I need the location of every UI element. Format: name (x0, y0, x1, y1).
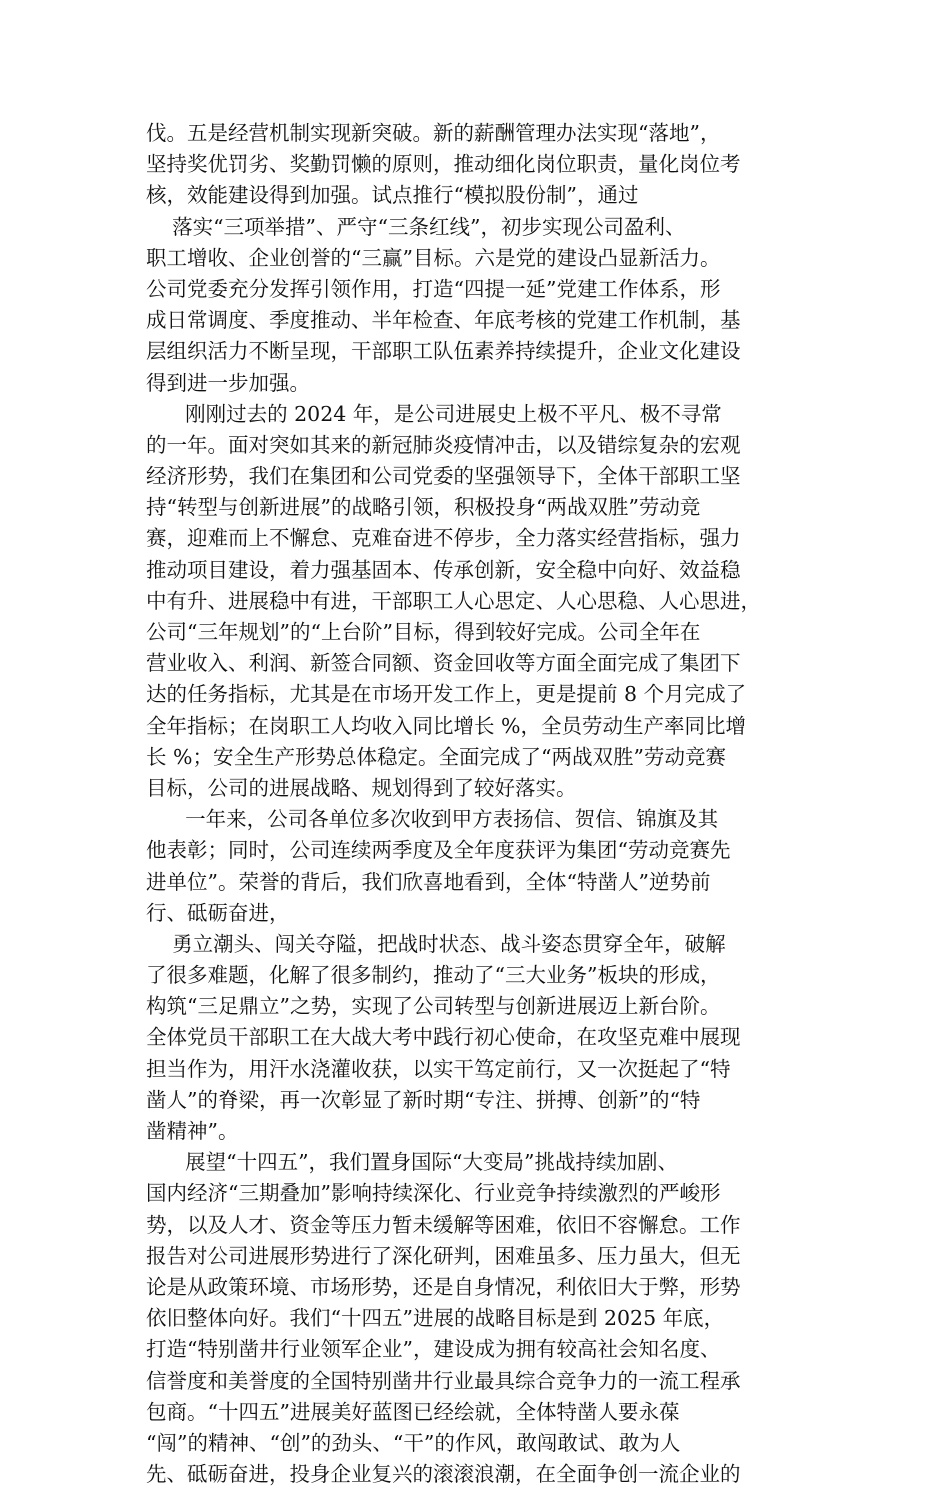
text-line: 的一年。面对突如其来的新冠肺炎疫情冲击，以及错综复杂的宏观 (146, 432, 741, 457)
text-line: 坚持奖优罚劣、奖勤罚懒的原则，推动细化岗位职责，量化岗位考 (146, 152, 741, 177)
text-line: 全年指标；在岗职工人均收入同比增长 %，全员劳动生产率同比增 (146, 713, 746, 738)
text-line: 达的任务指标，尤其是在市场开发工作上，更是提前 8 个月完成了 (146, 682, 747, 707)
text-line: 勇立潮头、闯关夺隘，把战时状态、战斗姿态贯穿全年，破解 (146, 931, 726, 956)
text-line: 公司“三年规划”的“上台阶”目标，得到较好完成。公司全年在 (146, 620, 701, 644)
text-line: 推动项目建设，着力强基固本、传承创新，安全稳中向好、效益稳 (146, 557, 741, 582)
text-line: 了很多难题，化解了很多制约，推动了“三大业务”板块的形成， (146, 963, 721, 988)
text-line: 营业收入、利润、新签合同额、资金回收等方面全面完成了集团下 (146, 651, 741, 676)
text-line: 目标，公司的进展战略、规划得到了较好落实。 (146, 775, 577, 800)
text-line: 层组织活力不断呈现，干部职工队伍素养持续提升，企业文化建设 (146, 339, 741, 364)
text-line: 职工增收、企业创誉的“三赢”目标。六是党的建设凸显新活力。 (146, 245, 721, 270)
text-line: 他表彰；同时，公司连续两季度及全年度获评为集团“劳动竞赛先 (146, 838, 731, 863)
text-line: 行、砥砺奋进， (146, 900, 290, 925)
text-line: 先、砥砺奋进，投身企业复兴的滚滚浪潮，在全面争创一流企业的 (146, 1462, 741, 1487)
text-line: 成日常调度、季度推动、半年检查、年底考核的党建工作机制，基 (146, 308, 741, 333)
text-line: 公司党委充分发挥引领作用，打造“四提一延”党建工作体系，形 (146, 276, 721, 301)
text-line: “闯”的精神、“创”的劲头、“干”的作风，敢闯敢试、敢为人 (146, 1430, 681, 1455)
text-line: 凿人”的脊梁，再一次彰显了新时期“专注、拼搏、创新”的“特 (146, 1087, 701, 1112)
body-text (146, 118, 818, 1490)
text-line: 核，效能建设得到加强。试点推行“模拟股份制”，通过 (146, 183, 639, 208)
text-line: 信誉度和美誉度的全国特别凿井行业最具综合竞争力的一流工程承 (146, 1368, 741, 1393)
text-line: 持“转型与创新进展”的战略引领，积极投身“两战双胜”劳动竞 (146, 495, 701, 520)
text-line: 刚刚过去的 2024 年，是公司进展史上极不平凡、极不寻常 (146, 401, 722, 426)
text-line: 伐。五是经营机制实现新突破。新的薪酬管理办法实现“落地”， (146, 121, 721, 145)
text-line: 包商。“十四五”进展美好蓝图已经绘就，全体特凿人要永葆 (146, 1399, 680, 1424)
text-line: 打造“特别凿井行业领军企业”，建设成为拥有较高社会知名度、 (146, 1337, 721, 1362)
text-line: 国内经济“三期叠加”影响持续深化、行业竞争持续激烈的严峻形 (146, 1181, 721, 1206)
text-line: 势，以及人才、资金等压力暂未缓解等困难，依旧不容懈怠。工作 (146, 1212, 741, 1237)
text-line: 经济形势，我们在集团和公司党委的坚强领导下，全体干部职工坚 (146, 464, 741, 489)
text-line: 全体党员干部职工在大战大考中践行初心使命，在攻坚克难中展现 (146, 1025, 741, 1050)
text-line: 落实“三项举措”、严守“三条红线”，初步实现公司盈利、 (146, 214, 686, 239)
text-line: 依旧整体向好。我们“十四五”进展的战略目标是到 2025 年底， (146, 1306, 725, 1331)
text-line: 一年来，公司各单位多次收到甲方表扬信、贺信、锦旗及其 (146, 807, 719, 832)
text-line: 中有升、进展稳中有进，干部职工人心思定、人心思稳、人心思进， (146, 588, 761, 613)
text-line: 担当作为，用汗水浇灌收获，以实干笃定前行，又一次挺起了“特 (146, 1056, 731, 1081)
text-line: 进单位”。荣誉的背后，我们欣喜地看到，全体“特凿人”逆势前 (146, 869, 711, 894)
text-line: 构筑“三足鼎立”之势，实现了公司转型与创新进展迈上新台阶。 (146, 994, 721, 1019)
text-line: 报告对公司进展形势进行了深化研判，困难虽多、压力虽大，但无 (146, 1243, 741, 1268)
text-line: 得到进一步加强。 (146, 370, 310, 395)
text-line: 凿精神”。 (146, 1119, 239, 1143)
text-line: 展望“十四五”，我们置身国际“大变局”挑战持续加剧、 (146, 1150, 679, 1175)
text-line: 赛，迎难而上不懈怠、克难奋进不停步，全力落实经营指标，强力 (146, 526, 741, 551)
text-line: 论是从政策环境、市场形势，还是自身情况，利依旧大于弊，形势 (146, 1274, 741, 1299)
text-line: 长 %；安全生产形势总体稳定。全面完成了“两战双胜”劳动竞赛 (146, 744, 726, 769)
